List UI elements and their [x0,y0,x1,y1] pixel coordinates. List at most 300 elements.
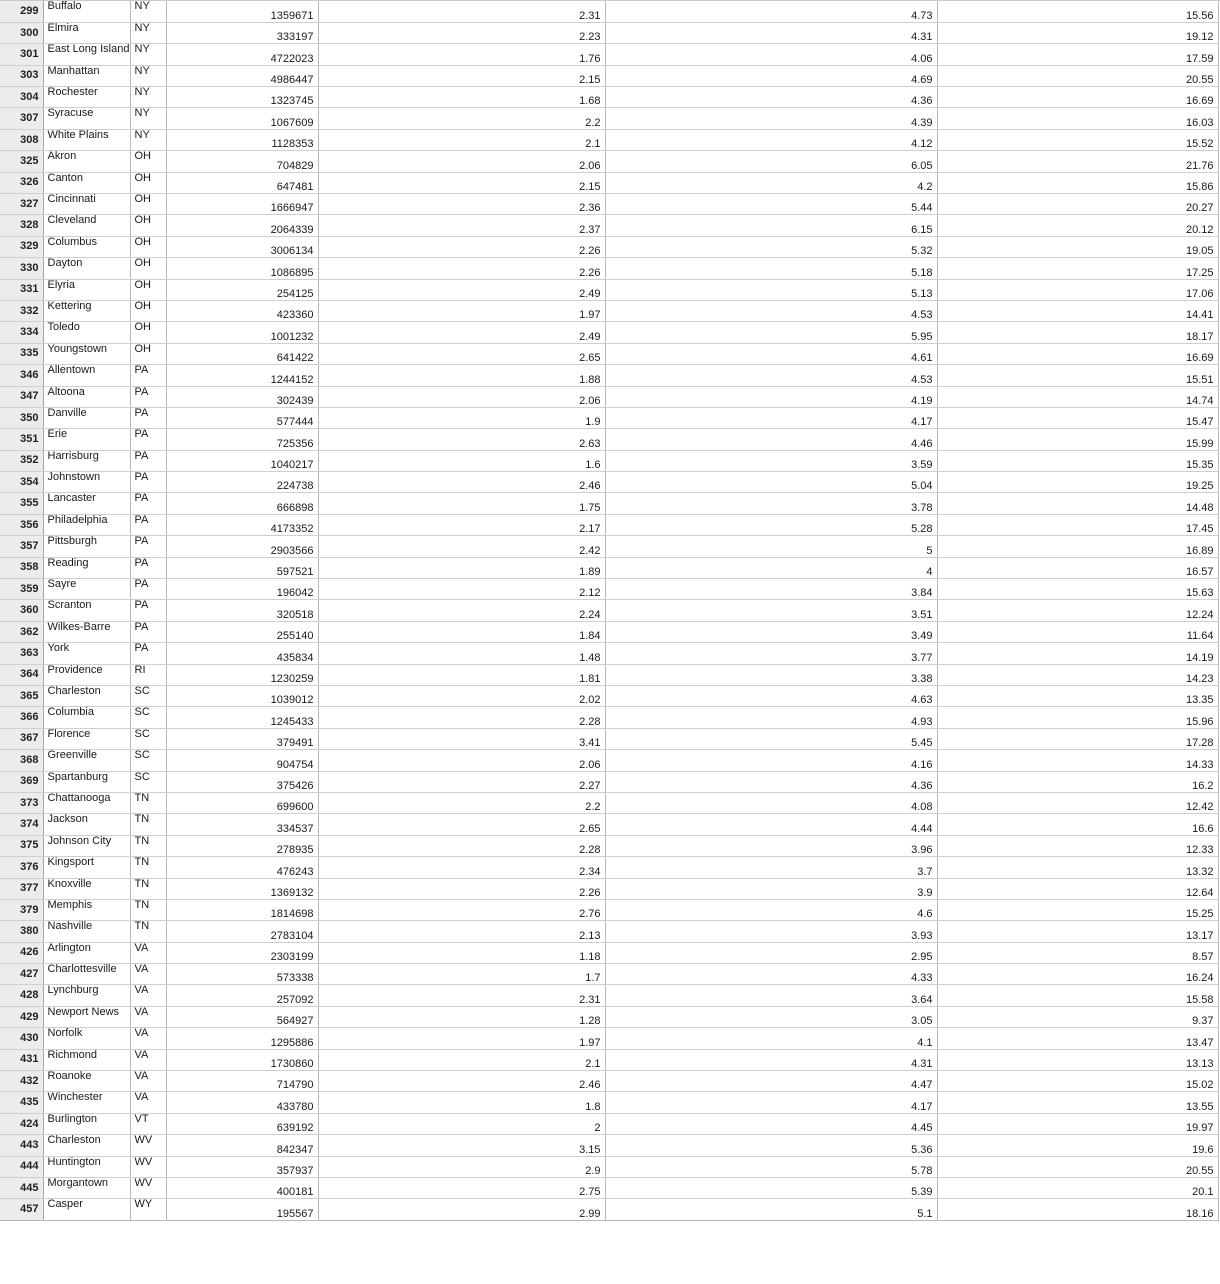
value-cell-b[interactable]: 4.69 [605,65,937,86]
value-cell-c[interactable]: 20.55 [937,65,1218,86]
row-number-cell[interactable]: 347 [0,386,43,407]
state-cell[interactable]: NY [130,87,166,108]
value-cell-c[interactable]: 19.25 [937,472,1218,493]
value-cell-a[interactable]: 2.27 [318,771,605,792]
value-cell-b[interactable]: 5.36 [605,1135,937,1156]
row-number-cell[interactable]: 352 [0,450,43,471]
state-cell[interactable]: WV [130,1156,166,1177]
city-cell[interactable]: Reading [43,557,130,578]
value-cell-c[interactable]: 12.24 [937,600,1218,621]
population-cell[interactable]: 1359671 [166,1,318,22]
value-cell-c[interactable]: 15.51 [937,365,1218,386]
city-cell[interactable]: East Long Island [43,44,130,65]
row-number-cell[interactable]: 427 [0,964,43,985]
value-cell-a[interactable]: 3.41 [318,728,605,749]
value-cell-a[interactable]: 2.1 [318,1049,605,1070]
value-cell-a[interactable]: 2.28 [318,835,605,856]
row-number-cell[interactable]: 346 [0,365,43,386]
state-cell[interactable]: VA [130,942,166,963]
value-cell-c[interactable]: 14.74 [937,386,1218,407]
city-cell[interactable]: Richmond [43,1049,130,1070]
state-cell[interactable]: TN [130,857,166,878]
population-cell[interactable]: 2303199 [166,942,318,963]
value-cell-c[interactable]: 14.23 [937,664,1218,685]
value-cell-a[interactable]: 2.49 [318,322,605,343]
population-cell[interactable]: 1244152 [166,365,318,386]
city-cell[interactable]: Winchester [43,1092,130,1113]
value-cell-a[interactable]: 1.84 [318,621,605,642]
state-cell[interactable]: NY [130,1,166,22]
value-cell-a[interactable]: 2.37 [318,215,605,236]
population-cell[interactable]: 714790 [166,1071,318,1092]
city-cell[interactable]: Altoona [43,386,130,407]
population-cell[interactable]: 278935 [166,835,318,856]
value-cell-c[interactable]: 9.37 [937,1006,1218,1027]
city-cell[interactable]: Morgantown [43,1177,130,1198]
value-cell-a[interactable]: 1.18 [318,942,605,963]
value-cell-a[interactable]: 2.28 [318,707,605,728]
state-cell[interactable]: NY [130,65,166,86]
population-cell[interactable]: 904754 [166,750,318,771]
value-cell-c[interactable]: 16.89 [937,536,1218,557]
city-cell[interactable]: Cleveland [43,215,130,236]
population-cell[interactable]: 2064339 [166,215,318,236]
population-cell[interactable]: 224738 [166,472,318,493]
value-cell-a[interactable]: 2.13 [318,921,605,942]
value-cell-c[interactable]: 20.55 [937,1156,1218,1177]
value-cell-c[interactable]: 14.41 [937,300,1218,321]
value-cell-b[interactable]: 4.47 [605,1071,937,1092]
value-cell-a[interactable]: 2.34 [318,857,605,878]
city-cell[interactable]: Kettering [43,300,130,321]
row-number-cell[interactable]: 358 [0,557,43,578]
population-cell[interactable]: 476243 [166,857,318,878]
value-cell-a[interactable]: 2.2 [318,108,605,129]
value-cell-c[interactable]: 14.48 [937,493,1218,514]
value-cell-c[interactable]: 15.52 [937,129,1218,150]
row-number-cell[interactable]: 307 [0,108,43,129]
population-cell[interactable]: 1001232 [166,322,318,343]
value-cell-c[interactable]: 17.59 [937,44,1218,65]
value-cell-c[interactable]: 15.99 [937,429,1218,450]
value-cell-b[interactable]: 2.95 [605,942,937,963]
state-cell[interactable]: TN [130,792,166,813]
row-number-cell[interactable]: 299 [0,1,43,22]
value-cell-c[interactable]: 15.63 [937,579,1218,600]
row-number-cell[interactable]: 443 [0,1135,43,1156]
value-cell-b[interactable]: 4.17 [605,1092,937,1113]
value-cell-a[interactable]: 1.89 [318,557,605,578]
row-number-cell[interactable]: 457 [0,1199,43,1220]
value-cell-c[interactable]: 15.58 [937,985,1218,1006]
city-cell[interactable]: Toledo [43,322,130,343]
state-cell[interactable]: TN [130,814,166,835]
state-cell[interactable]: OH [130,172,166,193]
row-number-cell[interactable]: 359 [0,579,43,600]
value-cell-b[interactable]: 5.39 [605,1177,937,1198]
value-cell-a[interactable]: 2.46 [318,1071,605,1092]
value-cell-b[interactable]: 3.05 [605,1006,937,1027]
value-cell-c[interactable]: 20.12 [937,215,1218,236]
row-number-cell[interactable]: 363 [0,643,43,664]
value-cell-b[interactable]: 5.13 [605,279,937,300]
population-cell[interactable]: 254125 [166,279,318,300]
state-cell[interactable]: SC [130,728,166,749]
value-cell-c[interactable]: 13.32 [937,857,1218,878]
city-cell[interactable]: Arlington [43,942,130,963]
city-cell[interactable]: Norfolk [43,1028,130,1049]
population-cell[interactable]: 423360 [166,300,318,321]
city-cell[interactable]: Danville [43,407,130,428]
city-cell[interactable]: Charleston [43,686,130,707]
city-cell[interactable]: Providence [43,664,130,685]
row-number-cell[interactable]: 356 [0,514,43,535]
state-cell[interactable]: TN [130,835,166,856]
state-cell[interactable]: PA [130,514,166,535]
population-cell[interactable]: 699600 [166,792,318,813]
row-number-cell[interactable]: 308 [0,129,43,150]
value-cell-a[interactable]: 2.15 [318,172,605,193]
row-number-cell[interactable]: 368 [0,750,43,771]
value-cell-a[interactable]: 2.9 [318,1156,605,1177]
city-cell[interactable]: York [43,643,130,664]
population-cell[interactable]: 257092 [166,985,318,1006]
population-cell[interactable]: 573338 [166,964,318,985]
value-cell-c[interactable]: 13.55 [937,1092,1218,1113]
row-number-cell[interactable]: 373 [0,792,43,813]
row-number-cell[interactable]: 365 [0,686,43,707]
city-cell[interactable]: Canton [43,172,130,193]
row-number-cell[interactable]: 332 [0,300,43,321]
population-cell[interactable]: 647481 [166,172,318,193]
value-cell-b[interactable]: 5.04 [605,472,937,493]
value-cell-b[interactable]: 5.95 [605,322,937,343]
state-cell[interactable]: VA [130,964,166,985]
population-cell[interactable]: 433780 [166,1092,318,1113]
city-cell[interactable]: Nashville [43,921,130,942]
city-cell[interactable]: Newport News [43,1006,130,1027]
population-cell[interactable]: 564927 [166,1006,318,1027]
value-cell-b[interactable]: 4.19 [605,386,937,407]
value-cell-c[interactable]: 13.17 [937,921,1218,942]
value-cell-a[interactable]: 2.02 [318,686,605,707]
state-cell[interactable]: NY [130,44,166,65]
city-cell[interactable]: Lancaster [43,493,130,514]
value-cell-a[interactable]: 1.75 [318,493,605,514]
state-cell[interactable]: OH [130,322,166,343]
value-cell-a[interactable]: 2.63 [318,429,605,450]
value-cell-b[interactable]: 4.1 [605,1028,937,1049]
value-cell-b[interactable]: 4.6 [605,899,937,920]
row-number-cell[interactable]: 360 [0,600,43,621]
population-cell[interactable]: 435834 [166,643,318,664]
population-cell[interactable]: 1666947 [166,194,318,215]
value-cell-c[interactable]: 19.97 [937,1113,1218,1134]
state-cell[interactable]: OH [130,343,166,364]
value-cell-c[interactable]: 15.02 [937,1071,1218,1092]
city-cell[interactable]: Philadelphia [43,514,130,535]
value-cell-a[interactable]: 1.6 [318,450,605,471]
state-cell[interactable]: SC [130,707,166,728]
value-cell-a[interactable]: 2.06 [318,386,605,407]
population-cell[interactable]: 639192 [166,1113,318,1134]
population-cell[interactable]: 1067609 [166,108,318,129]
row-number-cell[interactable]: 326 [0,172,43,193]
value-cell-c[interactable]: 17.06 [937,279,1218,300]
city-cell[interactable]: Harrisburg [43,450,130,471]
row-number-cell[interactable]: 366 [0,707,43,728]
row-number-cell[interactable]: 325 [0,151,43,172]
value-cell-c[interactable]: 18.16 [937,1199,1218,1220]
value-cell-b[interactable]: 3.96 [605,835,937,856]
value-cell-a[interactable]: 2.26 [318,878,605,899]
state-cell[interactable]: RI [130,664,166,685]
row-number-cell[interactable]: 377 [0,878,43,899]
population-cell[interactable]: 302439 [166,386,318,407]
city-cell[interactable]: Knoxville [43,878,130,899]
value-cell-c[interactable]: 13.47 [937,1028,1218,1049]
value-cell-a[interactable]: 1.76 [318,44,605,65]
value-cell-b[interactable]: 4.36 [605,771,937,792]
row-number-cell[interactable]: 428 [0,985,43,1006]
value-cell-b[interactable]: 4.39 [605,108,937,129]
city-cell[interactable]: Dayton [43,258,130,279]
value-cell-b[interactable]: 4.12 [605,129,937,150]
state-cell[interactable]: OH [130,194,166,215]
value-cell-a[interactable]: 2.49 [318,279,605,300]
value-cell-b[interactable]: 4.08 [605,792,937,813]
city-cell[interactable]: Youngstown [43,343,130,364]
value-cell-b[interactable]: 4.31 [605,22,937,43]
population-cell[interactable]: 334537 [166,814,318,835]
value-cell-b[interactable]: 4.16 [605,750,937,771]
population-cell[interactable]: 1323745 [166,87,318,108]
value-cell-a[interactable]: 2.06 [318,750,605,771]
value-cell-c[interactable]: 12.33 [937,835,1218,856]
population-cell[interactable]: 725356 [166,429,318,450]
population-cell[interactable]: 1040217 [166,450,318,471]
row-number-cell[interactable]: 354 [0,472,43,493]
state-cell[interactable]: PA [130,429,166,450]
value-cell-c[interactable]: 21.76 [937,151,1218,172]
row-number-cell[interactable]: 444 [0,1156,43,1177]
state-cell[interactable]: VT [130,1113,166,1134]
value-cell-c[interactable]: 13.35 [937,686,1218,707]
row-number-cell[interactable]: 350 [0,407,43,428]
value-cell-a[interactable]: 2.1 [318,129,605,150]
value-cell-a[interactable]: 2 [318,1113,605,1134]
row-number-cell[interactable]: 429 [0,1006,43,1027]
value-cell-a[interactable]: 1.9 [318,407,605,428]
value-cell-b[interactable]: 3.59 [605,450,937,471]
population-cell[interactable]: 666898 [166,493,318,514]
value-cell-c[interactable]: 15.25 [937,899,1218,920]
value-cell-c[interactable]: 19.12 [937,22,1218,43]
state-cell[interactable]: TN [130,921,166,942]
state-cell[interactable]: PA [130,407,166,428]
city-cell[interactable]: Johnson City [43,835,130,856]
value-cell-a[interactable]: 1.48 [318,643,605,664]
state-cell[interactable]: OH [130,258,166,279]
state-cell[interactable]: TN [130,878,166,899]
value-cell-b[interactable]: 5 [605,536,937,557]
row-number-cell[interactable]: 330 [0,258,43,279]
city-cell[interactable]: Allentown [43,365,130,386]
value-cell-c[interactable]: 8.57 [937,942,1218,963]
value-cell-c[interactable]: 15.47 [937,407,1218,428]
value-cell-b[interactable]: 4.46 [605,429,937,450]
value-cell-c[interactable]: 11.64 [937,621,1218,642]
value-cell-b[interactable]: 3.38 [605,664,937,685]
row-number-cell[interactable]: 374 [0,814,43,835]
state-cell[interactable]: PA [130,386,166,407]
city-cell[interactable]: Elmira [43,22,130,43]
value-cell-b[interactable]: 5.45 [605,728,937,749]
state-cell[interactable]: PA [130,643,166,664]
state-cell[interactable]: SC [130,686,166,707]
row-number-cell[interactable]: 369 [0,771,43,792]
row-number-cell[interactable]: 334 [0,322,43,343]
value-cell-c[interactable]: 14.33 [937,750,1218,771]
row-number-cell[interactable]: 432 [0,1071,43,1092]
row-number-cell[interactable]: 300 [0,22,43,43]
state-cell[interactable]: NY [130,108,166,129]
value-cell-a[interactable]: 2.23 [318,22,605,43]
state-cell[interactable]: WV [130,1135,166,1156]
city-cell[interactable]: Casper [43,1199,130,1220]
value-cell-b[interactable]: 4.53 [605,365,937,386]
city-cell[interactable]: Kingsport [43,857,130,878]
population-cell[interactable]: 196042 [166,579,318,600]
value-cell-b[interactable]: 3.51 [605,600,937,621]
city-cell[interactable]: Johnstown [43,472,130,493]
value-cell-c[interactable]: 15.96 [937,707,1218,728]
row-number-cell[interactable]: 367 [0,728,43,749]
value-cell-a[interactable]: 2.26 [318,258,605,279]
city-cell[interactable]: Erie [43,429,130,450]
city-cell[interactable]: Columbus [43,236,130,257]
value-cell-a[interactable]: 2.17 [318,514,605,535]
population-cell[interactable]: 704829 [166,151,318,172]
value-cell-c[interactable]: 12.64 [937,878,1218,899]
value-cell-c[interactable]: 16.69 [937,87,1218,108]
state-cell[interactable]: NY [130,22,166,43]
value-cell-a[interactable]: 1.8 [318,1092,605,1113]
population-cell[interactable]: 2903566 [166,536,318,557]
value-cell-a[interactable]: 2.46 [318,472,605,493]
row-number-cell[interactable]: 351 [0,429,43,450]
city-cell[interactable]: Roanoke [43,1071,130,1092]
row-number-cell[interactable]: 379 [0,899,43,920]
value-cell-b[interactable]: 3.93 [605,921,937,942]
value-cell-c[interactable]: 16.03 [937,108,1218,129]
state-cell[interactable]: PA [130,557,166,578]
state-cell[interactable]: PA [130,621,166,642]
value-cell-c[interactable]: 20.27 [937,194,1218,215]
state-cell[interactable]: NY [130,129,166,150]
population-cell[interactable]: 195567 [166,1199,318,1220]
row-number-cell[interactable]: 357 [0,536,43,557]
value-cell-a[interactable]: 2.15 [318,65,605,86]
state-cell[interactable]: WV [130,1177,166,1198]
row-number-cell[interactable]: 431 [0,1049,43,1070]
value-cell-c[interactable]: 19.05 [937,236,1218,257]
state-cell[interactable]: OH [130,151,166,172]
row-number-cell[interactable]: 430 [0,1028,43,1049]
population-cell[interactable]: 1369132 [166,878,318,899]
value-cell-b[interactable]: 5.28 [605,514,937,535]
state-cell[interactable]: OH [130,236,166,257]
row-number-cell[interactable]: 301 [0,44,43,65]
value-cell-a[interactable]: 1.7 [318,964,605,985]
state-cell[interactable]: OH [130,215,166,236]
row-number-cell[interactable]: 376 [0,857,43,878]
state-cell[interactable]: OH [130,279,166,300]
value-cell-c[interactable]: 16.6 [937,814,1218,835]
row-number-cell[interactable]: 435 [0,1092,43,1113]
population-cell[interactable]: 641422 [166,343,318,364]
city-cell[interactable]: Charlottesville [43,964,130,985]
city-cell[interactable]: Sayre [43,579,130,600]
population-cell[interactable]: 3006134 [166,236,318,257]
state-cell[interactable]: OH [130,300,166,321]
city-cell[interactable]: Huntington [43,1156,130,1177]
state-cell[interactable]: VA [130,1092,166,1113]
value-cell-c[interactable]: 15.56 [937,1,1218,22]
value-cell-a[interactable]: 2.99 [318,1199,605,1220]
value-cell-c[interactable]: 19.6 [937,1135,1218,1156]
population-cell[interactable]: 1245433 [166,707,318,728]
population-cell[interactable]: 1230259 [166,664,318,685]
value-cell-b[interactable]: 3.78 [605,493,937,514]
city-cell[interactable]: Akron [43,151,130,172]
population-cell[interactable]: 2783104 [166,921,318,942]
city-cell[interactable]: Columbia [43,707,130,728]
value-cell-c[interactable]: 20.1 [937,1177,1218,1198]
population-cell[interactable]: 1086895 [166,258,318,279]
state-cell[interactable]: PA [130,450,166,471]
city-cell[interactable]: Scranton [43,600,130,621]
value-cell-b[interactable]: 3.77 [605,643,937,664]
city-cell[interactable]: Chattanooga [43,792,130,813]
row-number-cell[interactable]: 335 [0,343,43,364]
population-cell[interactable]: 1128353 [166,129,318,150]
value-cell-c[interactable]: 16.2 [937,771,1218,792]
value-cell-c[interactable]: 15.86 [937,172,1218,193]
population-cell[interactable]: 4173352 [166,514,318,535]
state-cell[interactable]: VA [130,985,166,1006]
value-cell-b[interactable]: 4.61 [605,343,937,364]
state-cell[interactable]: PA [130,600,166,621]
value-cell-b[interactable]: 5.44 [605,194,937,215]
row-number-cell[interactable]: 424 [0,1113,43,1134]
value-cell-b[interactable]: 5.32 [605,236,937,257]
value-cell-b[interactable]: 3.9 [605,878,937,899]
row-number-cell[interactable]: 445 [0,1177,43,1198]
value-cell-a[interactable]: 1.68 [318,87,605,108]
population-cell[interactable]: 577444 [166,407,318,428]
value-cell-c[interactable]: 12.42 [937,792,1218,813]
value-cell-b[interactable]: 3.84 [605,579,937,600]
value-cell-b[interactable]: 3.7 [605,857,937,878]
state-cell[interactable]: WY [130,1199,166,1220]
row-number-cell[interactable]: 331 [0,279,43,300]
city-cell[interactable]: Charleston [43,1135,130,1156]
value-cell-a[interactable]: 1.81 [318,664,605,685]
state-cell[interactable]: PA [130,493,166,514]
value-cell-c[interactable]: 17.28 [937,728,1218,749]
value-cell-c[interactable]: 14.19 [937,643,1218,664]
